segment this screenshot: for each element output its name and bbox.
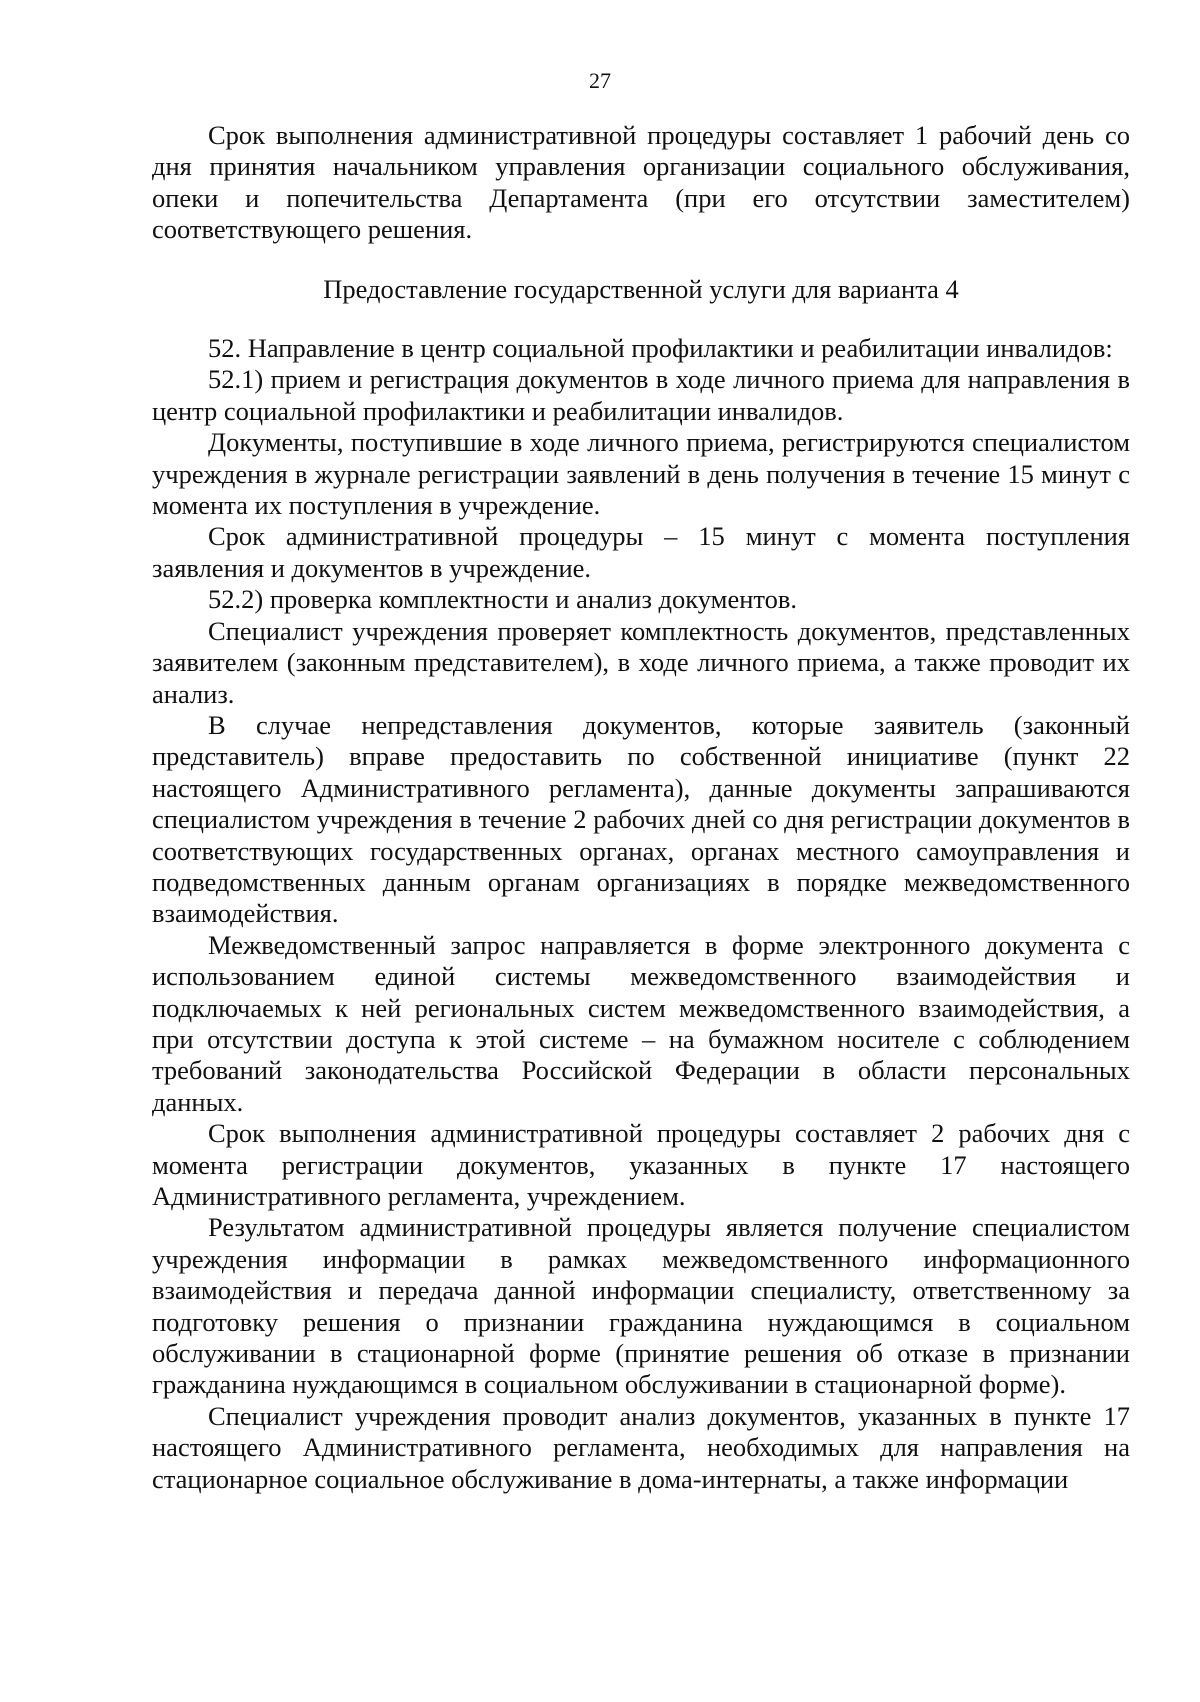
document-body	[152, 120, 1130, 1495]
paragraph-interagency-request: Межведомственный запрос направляется в форме электронного документа с использованием единой системы межведомственного взаимодействия и подключаемых к ней региональных систем межведомственного взаимодействия, а при отсутствии доступа к этой системе – на бумажном носителе с соблюдением требований законодательства Российской Федерации в области персональных данных.	[152, 929, 1130, 1117]
paragraph-52-1: 52.1) прием и регистрация документов в ходе личного приема для направления в центр социальной профилактики и реабилитации инвалидов.	[152, 364, 1130, 426]
paragraph-52-2: 52.2) проверка комплектности и анализ документов.	[208, 584, 798, 615]
paragraph-documents-registration: Документы, поступившие в ходе личного приема, регистрируются специалистом учреждения в журнале регистрации заявлений в день получения в течение 15 минут с момента их поступления в учреждение.	[152, 427, 1130, 521]
paragraph-document-analysis: Специалист учреждения проводит анализ документов, указанных в пункте 17 настоящего Административного регламента, необходимых для направления на стационарное социальное обслуживание в дома-интернаты, а также информации	[152, 1400, 1130, 1494]
section-heading: Предоставление государственной услуги для варианта 4	[323, 273, 959, 304]
paragraph-procedure-result: Результатом административной процедуры является получение специалистом учреждения информации в рамках межведомственного информационного взаимодействия и передача данной информации специалисту, ответственному за подготовку решения о признании гражданина нуждающимся в социальном обслуживании в стационарной форме (принятие решения об отказе в признании гражданина нуждающимся в социальном обслуживании в стационарной форме).	[152, 1212, 1130, 1400]
paragraph-52: 52. Направление в центр социальной профилактики и реабилитации инвалидов:	[208, 333, 1113, 364]
paragraph-completeness-check: Специалист учреждения проверяет комплектность документов, представленных заявителем (законным представителем), в ходе личного приема, а также проводит их анализ.	[152, 615, 1130, 709]
paragraph-term-of-procedure: Срок выполнения административной процедуры составляет 1 рабочий день со дня принятия начальником управления организации социального обслуживания, опеки и попечительства Департамента (при его отсутствии заместителем) соответствующего решения.	[152, 120, 1130, 245]
paragraph-non-submission: В случае непредставления документов, которые заявитель (законный представитель) вправе предоставить по собственной инициативе (пункт 22 настоящего Административного регламента), данные документы запрашиваются специалистом учреждения в течение 2 рабочих дней со дня регистрации документов в соответствующих государственных органах, органах местного самоуправления и подведомственных данным органам организациях в порядке межведомственного взаимодействия.	[152, 709, 1130, 929]
page-number: 27	[589, 68, 611, 93]
paragraph-procedure-term-2-days: Срок выполнения административной процедуры составляет 2 рабочих дня с момента регистрации документов, указанных в пункте 17 настоящего Административного регламента, учреждением.	[152, 1118, 1130, 1211]
paragraph-procedure-term-15-min: Срок административной процедуры – 15 минут с момента поступления заявления и документов в учреждение.	[152, 521, 1130, 583]
